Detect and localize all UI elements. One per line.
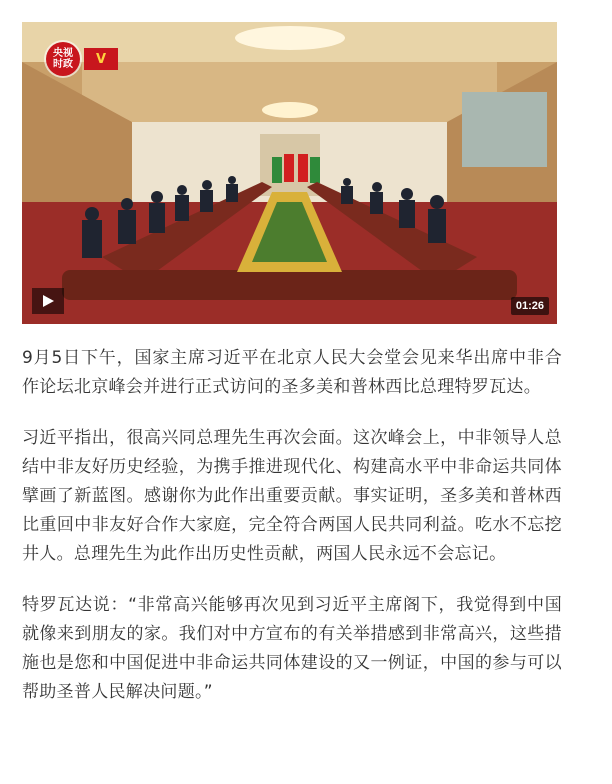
cctv-logo	[46, 42, 118, 76]
article-paragraph: 习近平指出，很高兴同总理先生再次会面。这次峰会上，中非领导人总结中非友好历史经验，为携手推进现代化、构建高水平中非命运共同体擘画了新蓝图。感谢你为此作出重要贡献。事实证明，圣多美和普林西比重回中非友好合作大家庭，完全符合两国人民共同利益。吃水不忘挖井人。总理先生为此作出历史性贡献，两国人民永远不会忘记。	[22, 428, 562, 564]
video-duration: 01:26	[511, 297, 549, 315]
logo-line2: 时政	[53, 59, 73, 70]
logo-mark: V	[84, 48, 118, 70]
article-body	[22, 344, 562, 729]
article-paragraph: 9月5日下午，国家主席习近平在北京人民大会堂会见来华出席中非合作论坛北京峰会并进行正式访问的圣多美和普林西比总理特罗瓦达。	[22, 348, 562, 397]
play-icon	[41, 294, 55, 308]
video-player[interactable]	[22, 22, 557, 324]
play-button[interactable]	[32, 288, 64, 314]
cctv-logo-badge	[46, 42, 80, 76]
logo-line1: 央视	[53, 48, 73, 59]
article-paragraph: 特罗瓦达说：“非常高兴能够再次见到习近平主席阁下，我觉得到中国就像来到朋友的家。我们对中方宣布的有关举措感到非常高兴，这些措施也是您和中国促进中非命运共同体建设的又一例证，中国的参与可以帮助圣普人民解决问题。”	[22, 595, 562, 702]
